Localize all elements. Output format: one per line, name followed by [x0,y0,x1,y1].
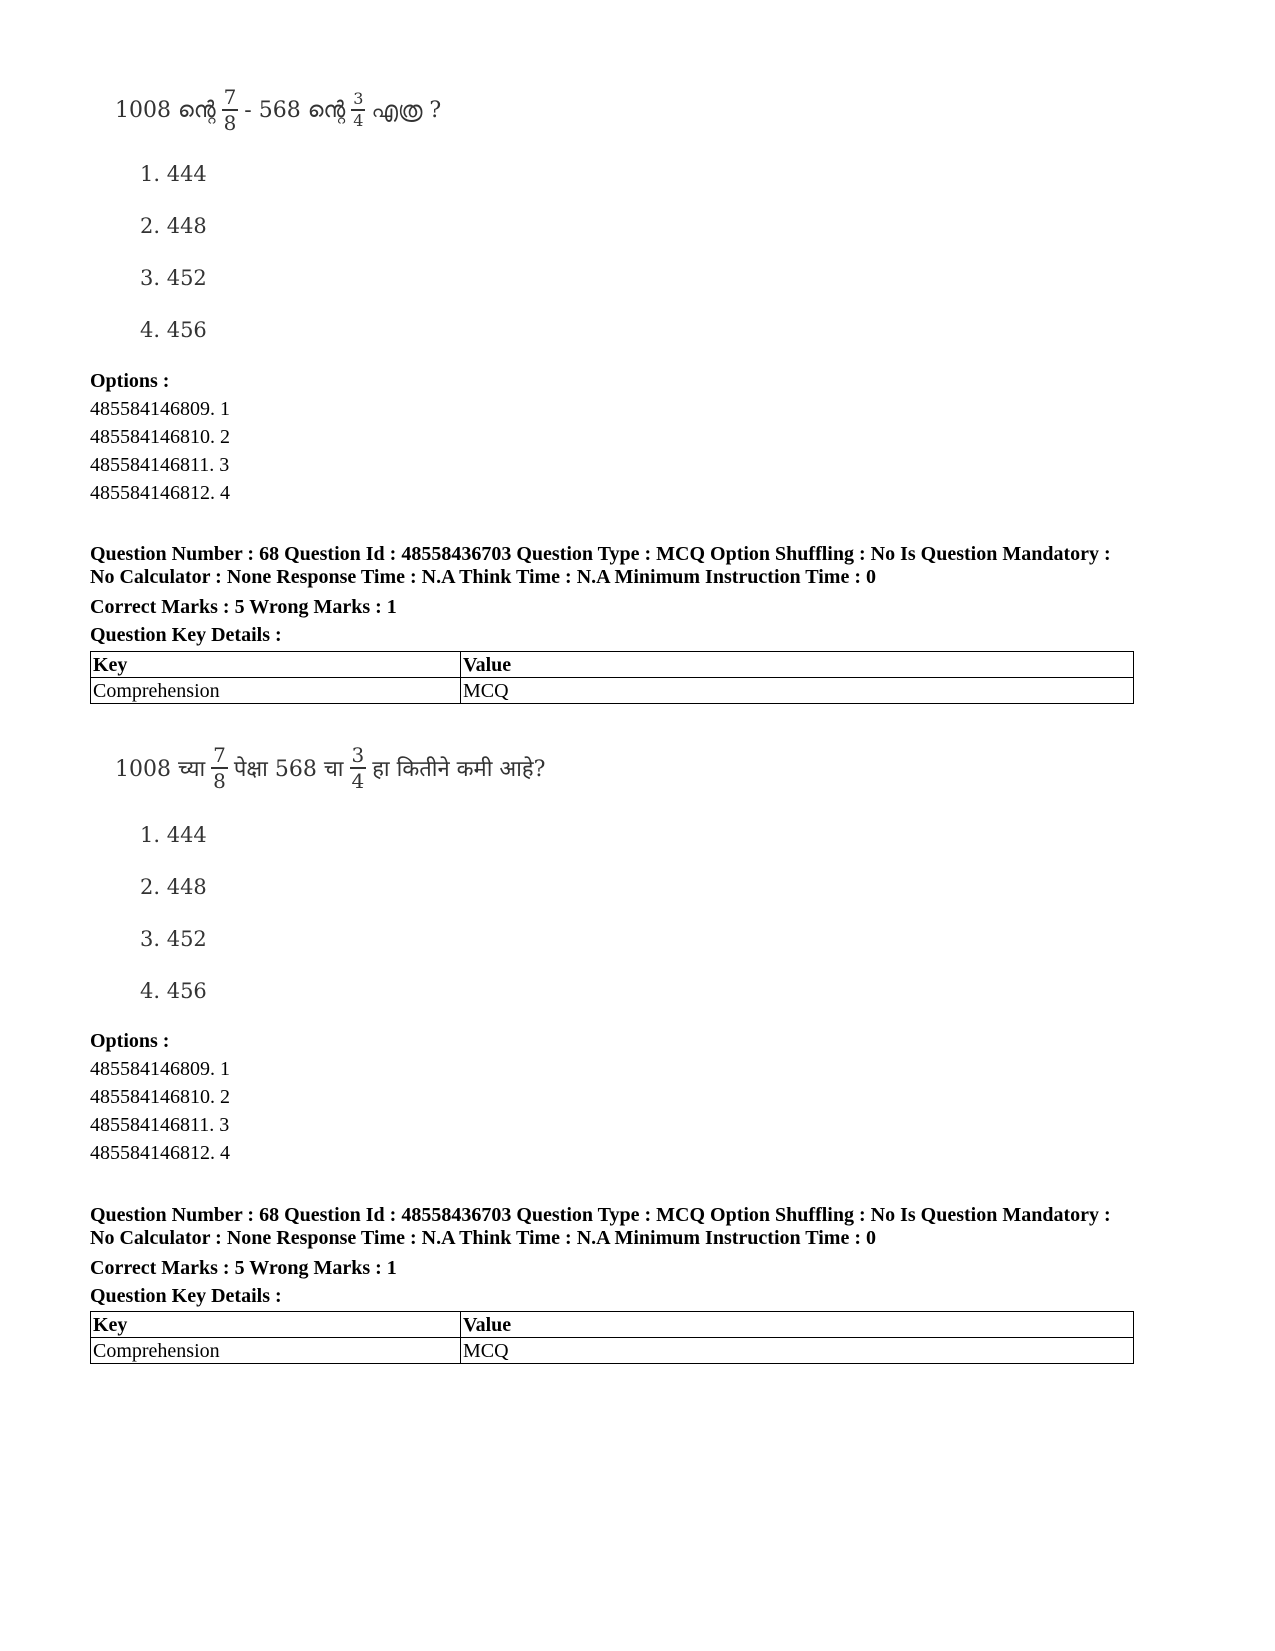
options-title: Options : [90,1030,170,1052]
fraction-numerator: 7 [213,743,226,768]
question-text [115,738,545,798]
question-part: എത്ര ? [371,97,442,123]
answer-choice: 3. 452 [140,927,207,951]
table-header-value: Value [461,652,1134,678]
question-image-marathi [115,738,545,798]
key-value-table [90,1311,1134,1364]
option-id: 485584146810. 2 [90,1086,230,1108]
question-part: पेक्षा 568 चा [233,757,344,782]
table-cell: Comprehension [91,1338,461,1364]
question-part: - 568 ന്റെ [244,97,346,123]
fraction-numerator: 7 [223,85,237,110]
fraction-denominator: 4 [351,768,365,793]
meta-line: No Calculator : None Response Time : N.A Think Time : N.A Minimum Instruction Time : 0 [90,566,876,588]
fraction-numerator: 3 [351,743,365,768]
key-details-title: Question Key Details : [90,624,282,646]
marks-line: Correct Marks : 5 Wrong Marks : 1 [90,596,397,618]
option-id: 485584146811. 3 [90,1114,230,1136]
fraction [222,87,239,133]
answer-choice: 1. 444 [140,823,207,847]
key-details-title: Question Key Details : [90,1285,282,1307]
table-cell: MCQ [461,678,1134,704]
table-header-row [91,1312,1134,1338]
options-list [90,1027,230,1167]
question-image-malayalam [115,80,441,140]
table-header-row [91,652,1134,678]
table-header-key: Key [91,1312,461,1338]
question-part: 1008 च्या [115,757,206,782]
option-id: 485584146810. 2 [90,426,230,448]
question-part: 1008 ന്റെ [115,97,216,123]
fraction-numerator: 3 [353,89,364,109]
question-meta [90,1204,1135,1310]
options-list [90,367,230,507]
answer-choice: 2. 448 [140,214,207,238]
answer-choice: 4. 456 [140,979,207,1003]
answer-choice: 1. 444 [140,162,207,186]
fraction [211,745,228,791]
meta-line: Question Number : 68 Question Id : 48558436703 Question Type : MCQ Option Shuffling : No Is Question Mandatory : [90,543,1111,565]
fraction-denominator: 8 [223,110,237,135]
meta-line: Question Number : 68 Question Id : 48558436703 Question Type : MCQ Option Shuffling : No Is Question Mandatory : [90,1204,1111,1226]
table-header-value: Value [461,1312,1134,1338]
marks-line: Correct Marks : 5 Wrong Marks : 1 [90,1257,397,1279]
answer-choice: 3. 452 [140,266,207,290]
meta-line: No Calculator : None Response Time : N.A Think Time : N.A Minimum Instruction Time : 0 [90,1227,876,1249]
table-header-key: Key [91,652,461,678]
fraction [351,91,365,129]
question-text [115,80,441,140]
fraction-denominator: 8 [213,768,226,793]
fraction [350,745,367,791]
question-part: हा कितीने कमी आहे? [372,757,546,782]
answer-choice: 2. 448 [140,875,207,899]
option-id: 485584146812. 4 [90,1142,230,1164]
table-row [91,678,1134,704]
option-id: 485584146812. 4 [90,482,230,504]
table-cell: Comprehension [91,678,461,704]
fraction-denominator: 4 [353,110,364,130]
answer-choice: 4. 456 [140,318,207,342]
option-id: 485584146809. 1 [90,398,230,420]
options-title: Options : [90,370,170,392]
option-id: 485584146809. 1 [90,1058,230,1080]
key-value-table [90,651,1134,704]
table-row [91,1338,1134,1364]
question-meta [90,543,1135,649]
option-id: 485584146811. 3 [90,454,230,476]
table-cell: MCQ [461,1338,1134,1364]
